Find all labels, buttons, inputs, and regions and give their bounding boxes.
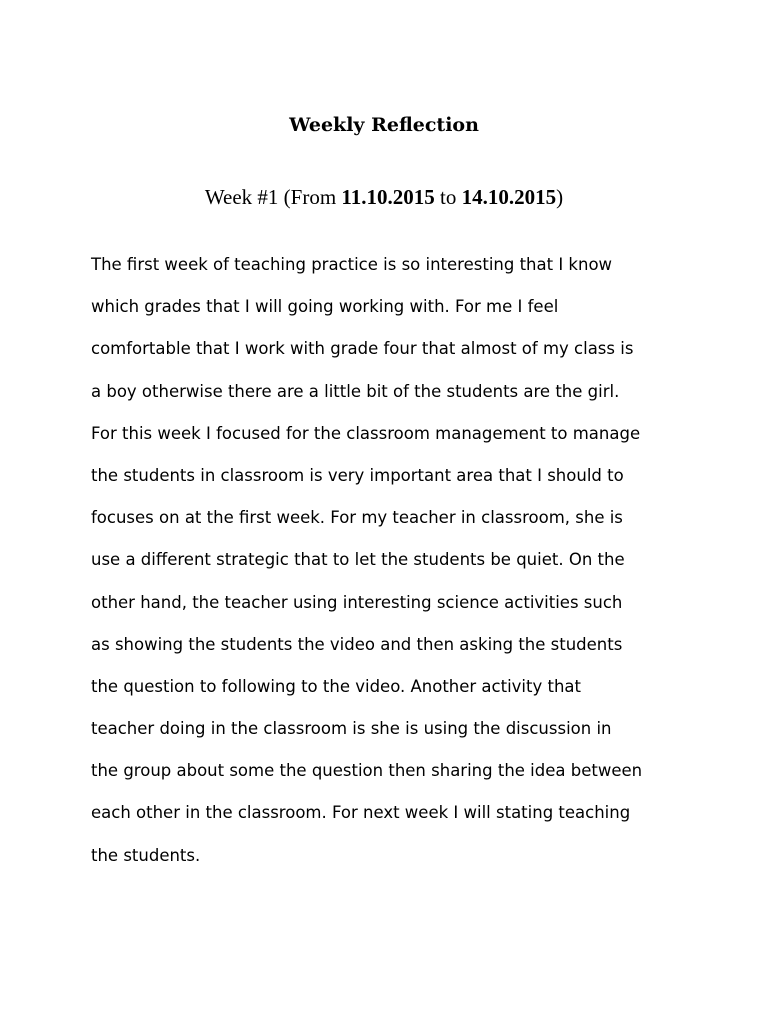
paragraph-line: For this week I focused for the classroom management to manage [91,423,641,443]
paragraph-line: focuses on at the first week. For my teacher in classroom, she is [91,508,623,528]
paragraph-line: which grades that I will going working with. For me I feel [91,297,559,317]
week-start-date: 11.10.2015 [341,185,435,209]
week-heading [0,183,768,211]
paragraph-line: the question to following to the video. Another activity that [91,676,582,696]
document-title: Weekly Reflection [289,114,479,136]
paragraph-line: other hand, the teacher using interesting science activities such [91,592,623,612]
reflection-paragraph [91,244,691,877]
paragraph-line: each other in the classroom. For next week I will stating teaching [91,803,631,823]
week-suffix: ) [556,185,564,209]
paragraph-line: a boy otherwise there are a little bit of the students are the girl. [91,381,620,401]
paragraph-line: the students in classroom is very important area that I should to [91,465,624,485]
week-middle: to [434,185,462,209]
paragraph-line: the group about some the question then sharing the idea between [91,761,643,781]
paragraph-line: as showing the students the video and then asking the students [91,634,623,654]
paragraph-line: teacher doing in the classroom is she is using the discussion in [91,719,612,739]
paragraph-line: The first week of teaching practice is so interesting that I know [91,255,613,274]
week-end-date: 14.10.2015 [461,185,557,209]
paragraph-line: use a different strategic that to let the students be quiet. On the [91,550,625,570]
paragraph-line: comfortable that I work with grade four that almost of my class is [91,339,634,359]
paragraph-line: the students. [91,845,201,865]
week-prefix: Week #1 (From [204,185,342,209]
